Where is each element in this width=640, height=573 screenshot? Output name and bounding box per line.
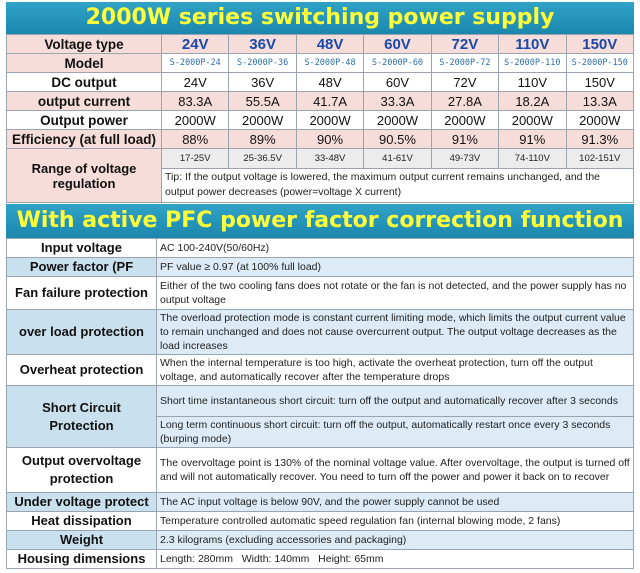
model-cell: S-2000P-110 (499, 54, 566, 73)
range-cell: 33-48V (296, 149, 363, 169)
dc-output-cell: 110V (499, 73, 566, 92)
feature-value: Short time instantaneous short circuit: turn off the output and automatically recover after 3 seconds (157, 386, 634, 417)
heat-dissipation-row (7, 512, 634, 531)
features-table (6, 238, 634, 569)
power-cell: 2000W (296, 111, 363, 130)
current-cell: 13.3A (566, 92, 633, 111)
power-cell: 2000W (162, 111, 229, 130)
feature-value: Length: 280mm Width: 140mm Height: 65mm (157, 550, 634, 569)
output-current-row (7, 92, 634, 111)
title-banner: 2000W series switching power supply (6, 2, 634, 34)
voltage-type-row (7, 35, 634, 54)
range-cell: 102-151V (566, 149, 633, 169)
row-label: Weight (7, 531, 157, 550)
range-cell: 25-36.5V (229, 149, 296, 169)
voltage-type-cell: 60V (364, 35, 431, 54)
row-label: Model (7, 54, 162, 73)
output-power-row (7, 111, 634, 130)
power-cell: 2000W (229, 111, 296, 130)
power-cell: 2000W (566, 111, 633, 130)
feature-value: Either of the two cooling fans does not rotate or the fan is not detected, and the power supply has no output voltage (157, 277, 634, 310)
row-label: Overheat protection (7, 355, 157, 386)
row-label: over load protection (7, 310, 157, 355)
dc-output-cell: 72V (431, 73, 498, 92)
feature-value: The overload protection mode is constant current limiting mode, which limits the output current value to remain unchanged and does not cause overcurrent output. The output voltage decreases as the load increases (157, 310, 634, 355)
efficiency-cell: 90.5% (364, 130, 431, 149)
dc-output-cell: 36V (229, 73, 296, 92)
range-cell: 41-61V (364, 149, 431, 169)
dc-output-cell: 60V (364, 73, 431, 92)
row-label: Range of voltage regulation (7, 149, 162, 203)
current-cell: 55.5A (229, 92, 296, 111)
current-cell: 27.8A (431, 92, 498, 111)
short-circuit-row (7, 386, 634, 417)
row-label: Under voltage protect (7, 493, 157, 512)
row-label: Efficiency (at full load) (7, 130, 162, 149)
current-cell: 41.7A (296, 92, 363, 111)
row-label: Power factor (PF (7, 258, 157, 277)
row-label: Fan failure protection (7, 277, 157, 310)
feature-value: The AC input voltage is below 90V, and the power supply cannot be used (157, 493, 634, 512)
fan-failure-row (7, 277, 634, 310)
row-label: output current (7, 92, 162, 111)
model-cell: S-2000P-60 (364, 54, 431, 73)
row-label: Input voltage (7, 239, 157, 258)
voltage-type-cell: 24V (162, 35, 229, 54)
current-cell: 33.3A (364, 92, 431, 111)
model-cell: S-2000P-36 (229, 54, 296, 73)
feature-value: PF value ≥ 0.97 (at 100% full load) (157, 258, 634, 277)
row-label: DC output (7, 73, 162, 92)
overheat-row (7, 355, 634, 386)
efficiency-row (7, 130, 634, 149)
efficiency-cell: 88% (162, 130, 229, 149)
voltage-type-cell: 110V (499, 35, 566, 54)
model-cell: S-2000P-72 (431, 54, 498, 73)
overvoltage-row (7, 448, 634, 493)
power-factor-row (7, 258, 634, 277)
row-label: Output overvoltage protection (7, 448, 157, 493)
row-label: Heat dissipation (7, 512, 157, 531)
housing-row (7, 550, 634, 569)
row-label: Short Circuit Protection (7, 386, 157, 448)
row-label: Output power (7, 111, 162, 130)
undervoltage-row (7, 493, 634, 512)
model-cell: S-2000P-24 (162, 54, 229, 73)
dc-output-cell: 150V (566, 73, 633, 92)
weight-row (7, 531, 634, 550)
power-cell: 2000W (431, 111, 498, 130)
model-cell: S-2000P-150 (566, 54, 633, 73)
power-cell: 2000W (499, 111, 566, 130)
efficiency-cell: 91.3% (566, 130, 633, 149)
efficiency-cell: 89% (229, 130, 296, 149)
efficiency-cell: 91% (431, 130, 498, 149)
voltage-type-cell: 36V (229, 35, 296, 54)
feature-value: Long term continuous short circuit: turn off the output, automatically restart once every 3 seconds (burping mode) (157, 417, 634, 448)
voltage-type-cell: 150V (566, 35, 633, 54)
spec-table (6, 34, 634, 203)
feature-value: The overvoltage point is 130% of the nominal voltage value. After overvoltage, the output is turned off and will not automatically recover. You need to turn off the power and power it back on to recover (157, 448, 634, 493)
feature-value: When the internal temperature is too high, activate the overheat protection, turn off the output voltage, and automatically recover after the temperature drops (157, 355, 634, 386)
pfc-banner: With active PFC power factor correction function (6, 204, 634, 238)
range-cell: 49-73V (431, 149, 498, 169)
range-cell: 17-25V (162, 149, 229, 169)
row-label: Housing dimensions (7, 550, 157, 569)
voltage-type-cell: 72V (431, 35, 498, 54)
model-cell: S-2000P-48 (296, 54, 363, 73)
efficiency-cell: 91% (499, 130, 566, 149)
voltage-range-row (7, 149, 634, 169)
range-cell: 74-110V (499, 149, 566, 169)
current-cell: 83.3A (162, 92, 229, 111)
dc-output-cell: 48V (296, 73, 363, 92)
efficiency-cell: 90% (296, 130, 363, 149)
current-cell: 18.2A (499, 92, 566, 111)
feature-value: AC 100-240V(50/60Hz) (157, 239, 634, 258)
feature-value: 2.3 kilograms (excluding accessories and packaging) (157, 531, 634, 550)
model-row (7, 54, 634, 73)
overload-row (7, 310, 634, 355)
feature-value: Temperature controlled automatic speed regulation fan (internal blowing mode, 2 fans) (157, 512, 634, 531)
dc-output-row (7, 73, 634, 92)
dc-output-cell: 24V (162, 73, 229, 92)
input-voltage-row (7, 239, 634, 258)
voltage-type-cell: 48V (296, 35, 363, 54)
tip-note: Tip: If the output voltage is lowered, the maximum output current remains unchanged, and the output power decreases (power=voltage X current) (162, 168, 634, 202)
row-label: Voltage type (7, 35, 162, 54)
power-cell: 2000W (364, 111, 431, 130)
